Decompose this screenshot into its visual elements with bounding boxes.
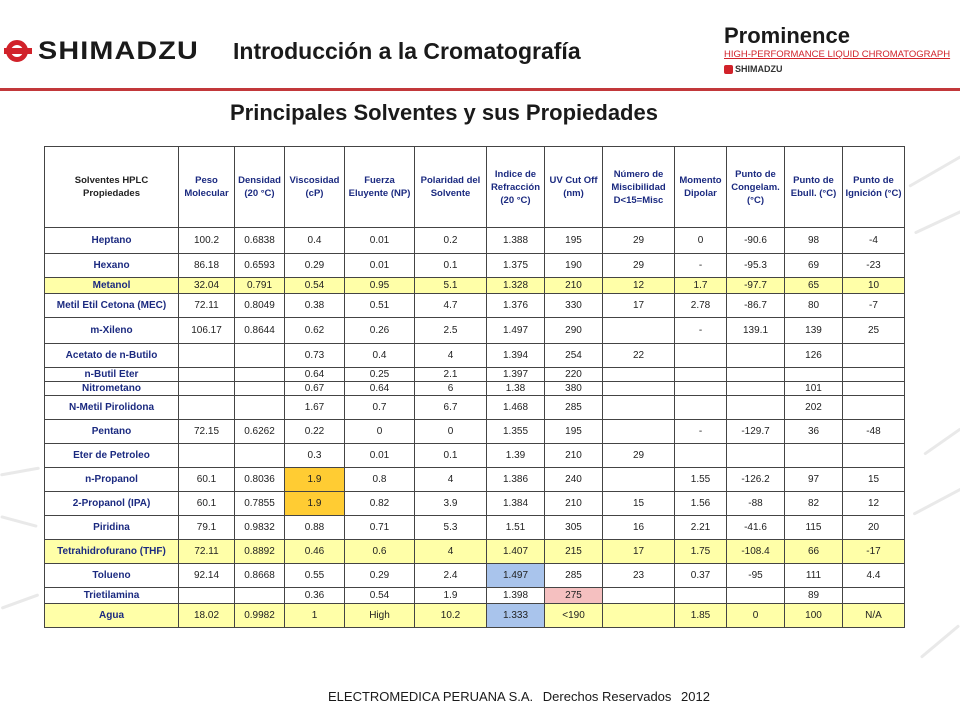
table-cell: 100.2: [179, 228, 235, 254]
table-cell: 254: [545, 344, 603, 368]
table-cell: 1.9: [415, 588, 487, 604]
table-cell: 1.328: [487, 278, 545, 294]
table-cell: 69: [785, 254, 843, 278]
table-cell: 0.1: [415, 254, 487, 278]
table-cell: [235, 344, 285, 368]
table-cell: 2.5: [415, 318, 487, 344]
table-cell: 0: [675, 228, 727, 254]
column-header: Punto de Ignición (°C): [843, 147, 905, 228]
table-cell: 1.497: [487, 318, 545, 344]
table-cell: 3.9: [415, 492, 487, 516]
table-cell: 0.6593: [235, 254, 285, 278]
table-row: [45, 492, 905, 516]
table-cell: 210: [545, 492, 603, 516]
table-cell: 0.51: [345, 294, 415, 318]
table-cell: [727, 396, 785, 420]
table-cell: 0.6: [345, 540, 415, 564]
table-cell: -17: [843, 540, 905, 564]
solvent-name-cell: Tetrahidrofurano (THF): [45, 540, 179, 564]
shimadzu-logo: [6, 36, 199, 65]
solvent-name-cell: Metil Etil Cetona (MEC): [45, 294, 179, 318]
solvent-name-cell: Agua: [45, 604, 179, 628]
table-cell: 0.46: [285, 540, 345, 564]
table-cell: 1.397: [487, 368, 545, 382]
table-cell: 285: [545, 396, 603, 420]
table-cell: 29: [603, 228, 675, 254]
table-cell: 0.7855: [235, 492, 285, 516]
table-cell: 0.8892: [235, 540, 285, 564]
table-cell: 126: [785, 344, 843, 368]
table-cell: 0.82: [345, 492, 415, 516]
table-cell: 1.51: [487, 516, 545, 540]
table-cell: [727, 344, 785, 368]
table-cell: 0.3: [285, 444, 345, 468]
background-streak: [0, 467, 40, 477]
table-cell: 0.8668: [235, 564, 285, 588]
table-cell: 0.71: [345, 516, 415, 540]
table-cell: 1.75: [675, 540, 727, 564]
table-cell: [179, 368, 235, 382]
table-cell: -4: [843, 228, 905, 254]
table-cell: 0.64: [285, 368, 345, 382]
solvent-name-cell: Metanol: [45, 278, 179, 294]
table-cell: 0.22: [285, 420, 345, 444]
table-row: [45, 540, 905, 564]
background-streak: [908, 155, 960, 188]
column-header: UV Cut Off (nm): [545, 147, 603, 228]
table-row: [45, 444, 905, 468]
table-cell: 1.55: [675, 468, 727, 492]
table-cell: [727, 368, 785, 382]
table-cell: 36: [785, 420, 843, 444]
table-cell: -: [675, 420, 727, 444]
solvent-name-cell: n-Propanol: [45, 468, 179, 492]
table-cell: [843, 444, 905, 468]
table-row: [45, 344, 905, 368]
table-cell: 60.1: [179, 492, 235, 516]
table-cell: 0.67: [285, 382, 345, 396]
table-cell: 1.388: [487, 228, 545, 254]
table-row: [45, 228, 905, 254]
table-cell: 240: [545, 468, 603, 492]
table-cell: 0.36: [285, 588, 345, 604]
table-cell: [727, 444, 785, 468]
table-cell: 0.2: [415, 228, 487, 254]
table-cell: 4: [415, 344, 487, 368]
table-header-row: [45, 147, 905, 228]
brand-logo-text: SHIMADZU: [735, 64, 783, 74]
table-cell: 0.29: [345, 564, 415, 588]
table-cell: 210: [545, 278, 603, 294]
table-cell: 79.1: [179, 516, 235, 540]
table-cell: 29: [603, 254, 675, 278]
table-cell: 0.7: [345, 396, 415, 420]
table-cell: 6.7: [415, 396, 487, 420]
solvent-name-cell: Piridina: [45, 516, 179, 540]
footer-year: 2012: [681, 689, 710, 704]
table-cell: 17: [603, 540, 675, 564]
table-cell: 0.54: [285, 278, 345, 294]
table-cell: 1.497: [487, 564, 545, 588]
solvent-properties-table: [44, 146, 905, 628]
table-cell: 0: [727, 604, 785, 628]
table-cell: 0.01: [345, 444, 415, 468]
table-cell: -86.7: [727, 294, 785, 318]
table-cell: [785, 444, 843, 468]
table-cell: [843, 344, 905, 368]
table-cell: 2.21: [675, 516, 727, 540]
table-cell: 0.26: [345, 318, 415, 344]
brand-subtitle: HIGH-PERFORMANCE LIQUID CHROMATOGRAPH: [724, 49, 951, 60]
column-header: Polaridad del Solvente: [415, 147, 487, 228]
background-streak: [913, 487, 960, 515]
table-row: [45, 396, 905, 420]
table-cell: 86.18: [179, 254, 235, 278]
background-streak: [1, 593, 40, 609]
column-header: Punto de Congelam. (°C): [727, 147, 785, 228]
table-cell: 190: [545, 254, 603, 278]
table-cell: 4: [415, 468, 487, 492]
table-cell: 0.8: [345, 468, 415, 492]
table-cell: [843, 588, 905, 604]
table-cell: 0.38: [285, 294, 345, 318]
table-cell: 2.78: [675, 294, 727, 318]
page-title: Introducción a la Cromatografía: [233, 38, 581, 64]
column-header: Viscosidad (cP): [285, 147, 345, 228]
table-cell: High: [345, 604, 415, 628]
table-cell: -95: [727, 564, 785, 588]
table-cell: 0.73: [285, 344, 345, 368]
table-cell: 23: [603, 564, 675, 588]
brand-name: Prominence: [724, 23, 850, 48]
table-cell: 0.8644: [235, 318, 285, 344]
table-cell: 0.6838: [235, 228, 285, 254]
table-cell: 0.54: [345, 588, 415, 604]
table-row: [45, 382, 905, 396]
table-cell: 25: [843, 318, 905, 344]
table-cell: 1.333: [487, 604, 545, 628]
table-cell: 1.38: [487, 382, 545, 396]
solvent-name-cell: Acetato de n-Butilo: [45, 344, 179, 368]
table-cell: <190: [545, 604, 603, 628]
table-cell: 195: [545, 420, 603, 444]
table-cell: 60.1: [179, 468, 235, 492]
table-cell: 92.14: [179, 564, 235, 588]
table-cell: 100: [785, 604, 843, 628]
table-cell: [727, 588, 785, 604]
table-row: [45, 588, 905, 604]
table-row: [45, 368, 905, 382]
solvent-name-cell: n-Butil Eter: [45, 368, 179, 382]
table-cell: 10.2: [415, 604, 487, 628]
table-cell: N/A: [843, 604, 905, 628]
table-cell: [603, 318, 675, 344]
table-cell: 0.8036: [235, 468, 285, 492]
solvent-name-cell: Heptano: [45, 228, 179, 254]
table-cell: [179, 444, 235, 468]
table-row: [45, 254, 905, 278]
table-cell: [179, 588, 235, 604]
footer-company: ELECTROMEDICA PERUANA S.A.: [328, 689, 534, 704]
table-cell: 29: [603, 444, 675, 468]
solvent-name-cell: Nitrometano: [45, 382, 179, 396]
table-cell: 139.1: [727, 318, 785, 344]
table-row: [45, 420, 905, 444]
table-cell: [235, 588, 285, 604]
table-cell: 285: [545, 564, 603, 588]
table-row: [45, 604, 905, 628]
table-cell: 65: [785, 278, 843, 294]
solvent-name-cell: Pentano: [45, 420, 179, 444]
shimadzu-mark-icon: [6, 40, 34, 62]
table-cell: 0.25: [345, 368, 415, 382]
table-cell: 2.4: [415, 564, 487, 588]
table-cell: 202: [785, 396, 843, 420]
logo-text: SHIMADZU: [38, 36, 199, 65]
table-cell: 0.8049: [235, 294, 285, 318]
table-cell: 98: [785, 228, 843, 254]
table-cell: 5.3: [415, 516, 487, 540]
solvent-name-cell: Eter de Petroleo: [45, 444, 179, 468]
footer-rights: Derechos Reservados: [542, 689, 672, 704]
brand-small-logo: [724, 64, 960, 74]
table-cell: [843, 382, 905, 396]
table-cell: -: [675, 318, 727, 344]
table-cell: 4.7: [415, 294, 487, 318]
table-cell: 72.11: [179, 294, 235, 318]
table-cell: 1.386: [487, 468, 545, 492]
table-cell: 0.29: [285, 254, 345, 278]
table-row: [45, 294, 905, 318]
table-row: [45, 468, 905, 492]
table-cell: [675, 588, 727, 604]
table-cell: -48: [843, 420, 905, 444]
table-cell: 330: [545, 294, 603, 318]
header-divider: [0, 88, 960, 91]
footer: [328, 689, 716, 704]
table-cell: 4.4: [843, 564, 905, 588]
table-cell: [235, 382, 285, 396]
table-cell: 18.02: [179, 604, 235, 628]
table-row: [45, 318, 905, 344]
table-cell: 16: [603, 516, 675, 540]
table-cell: 195: [545, 228, 603, 254]
solvent-name-cell: Hexano: [45, 254, 179, 278]
column-header: Densidad (20 °C): [235, 147, 285, 228]
table-cell: 0.37: [675, 564, 727, 588]
background-streak: [914, 209, 960, 235]
table-cell: 89: [785, 588, 843, 604]
table-cell: 275: [545, 588, 603, 604]
table-cell: 0.55: [285, 564, 345, 588]
table-cell: [603, 396, 675, 420]
solvent-name-cell: Tolueno: [45, 564, 179, 588]
table-cell: 1.407: [487, 540, 545, 564]
table-cell: 0.791: [235, 278, 285, 294]
table-cell: -95.3: [727, 254, 785, 278]
table-row: [45, 278, 905, 294]
table-cell: 17: [603, 294, 675, 318]
table-cell: -90.6: [727, 228, 785, 254]
column-header: Solventes HPLC Propiedades: [45, 147, 179, 228]
shimadzu-mini-icon: [724, 65, 733, 74]
table-cell: 290: [545, 318, 603, 344]
table-cell: [785, 368, 843, 382]
background-streak: [923, 427, 960, 455]
table-cell: -: [675, 254, 727, 278]
table-cell: 215: [545, 540, 603, 564]
column-header: Fuerza Eluyente (NP): [345, 147, 415, 228]
column-header: Indice de Refracción (20 °C): [487, 147, 545, 228]
table-cell: 22: [603, 344, 675, 368]
table-cell: 80: [785, 294, 843, 318]
table-cell: -7: [843, 294, 905, 318]
table-cell: 1.394: [487, 344, 545, 368]
table-cell: -129.7: [727, 420, 785, 444]
table-cell: [179, 396, 235, 420]
table-cell: -88: [727, 492, 785, 516]
table-cell: 111: [785, 564, 843, 588]
table-cell: 101: [785, 382, 843, 396]
table-cell: 5.1: [415, 278, 487, 294]
table-cell: 0.6262: [235, 420, 285, 444]
table-cell: 6: [415, 382, 487, 396]
table-cell: 0.64: [345, 382, 415, 396]
table-cell: 15: [843, 468, 905, 492]
table-cell: 1.468: [487, 396, 545, 420]
table-cell: [603, 382, 675, 396]
table-cell: 0: [415, 420, 487, 444]
table-cell: 12: [843, 492, 905, 516]
table-cell: 0.4: [285, 228, 345, 254]
table-row: [45, 516, 905, 540]
table-cell: 0.01: [345, 228, 415, 254]
table-cell: 0.9832: [235, 516, 285, 540]
table-cell: 15: [603, 492, 675, 516]
table-cell: [727, 382, 785, 396]
table-cell: [843, 396, 905, 420]
solvent-name-cell: N-Metil Pirolidona: [45, 396, 179, 420]
prominence-brand: [724, 24, 960, 74]
table-cell: [603, 420, 675, 444]
background-streak: [920, 624, 960, 658]
table-cell: [603, 588, 675, 604]
table-cell: -23: [843, 254, 905, 278]
table-cell: 0: [345, 420, 415, 444]
table-cell: 0.88: [285, 516, 345, 540]
table-cell: 72.11: [179, 540, 235, 564]
table-cell: 1.375: [487, 254, 545, 278]
table-cell: 0.9982: [235, 604, 285, 628]
table-cell: 139: [785, 318, 843, 344]
solvent-name-cell: 2-Propanol (IPA): [45, 492, 179, 516]
table-cell: 0.95: [345, 278, 415, 294]
table-cell: [235, 368, 285, 382]
column-header: Punto de Ebull. (°C): [785, 147, 843, 228]
table-cell: 0.62: [285, 318, 345, 344]
table-cell: [675, 396, 727, 420]
table-cell: 1.9: [285, 492, 345, 516]
table-cell: 1.39: [487, 444, 545, 468]
table-cell: -41.6: [727, 516, 785, 540]
table-cell: 82: [785, 492, 843, 516]
table-cell: [675, 368, 727, 382]
table-cell: 220: [545, 368, 603, 382]
table-cell: 1: [285, 604, 345, 628]
table-cell: 1.9: [285, 468, 345, 492]
table-cell: 97: [785, 468, 843, 492]
solvent-name-cell: m-Xileno: [45, 318, 179, 344]
table-cell: 1.355: [487, 420, 545, 444]
section-title: Principales Solventes y sus Propiedades: [230, 100, 658, 125]
table-cell: 1.384: [487, 492, 545, 516]
table-cell: -97.7: [727, 278, 785, 294]
table-cell: 10: [843, 278, 905, 294]
table-cell: 106.17: [179, 318, 235, 344]
table-cell: 1.376: [487, 294, 545, 318]
table-cell: -126.2: [727, 468, 785, 492]
table-cell: [603, 604, 675, 628]
table-row: [45, 564, 905, 588]
table-cell: [843, 368, 905, 382]
solvent-name-cell: Trietilamina: [45, 588, 179, 604]
table-cell: 20: [843, 516, 905, 540]
column-header: Peso Molecular: [179, 147, 235, 228]
table-cell: 305: [545, 516, 603, 540]
background-streak: [0, 515, 37, 528]
table-cell: [675, 444, 727, 468]
column-header: Momento Dipolar: [675, 147, 727, 228]
table-cell: 115: [785, 516, 843, 540]
table-cell: 66: [785, 540, 843, 564]
table-cell: 1.85: [675, 604, 727, 628]
table-cell: 1.67: [285, 396, 345, 420]
table-cell: 0.4: [345, 344, 415, 368]
table-cell: 0.01: [345, 254, 415, 278]
column-header: Número de Miscibilidad D<15=Misc: [603, 147, 675, 228]
table-cell: [603, 368, 675, 382]
table-cell: 1.56: [675, 492, 727, 516]
table-cell: 4: [415, 540, 487, 564]
table-cell: [675, 382, 727, 396]
table-cell: 1.398: [487, 588, 545, 604]
table-cell: 380: [545, 382, 603, 396]
table-cell: [179, 382, 235, 396]
table-cell: [675, 344, 727, 368]
table-cell: -108.4: [727, 540, 785, 564]
table-cell: [235, 396, 285, 420]
table-cell: 1.7: [675, 278, 727, 294]
table-cell: 0.1: [415, 444, 487, 468]
table-cell: [235, 444, 285, 468]
table-cell: 2.1: [415, 368, 487, 382]
table-cell: 32.04: [179, 278, 235, 294]
table-cell: 72.15: [179, 420, 235, 444]
table-cell: 210: [545, 444, 603, 468]
table-cell: [603, 468, 675, 492]
table-cell: 12: [603, 278, 675, 294]
table-cell: [179, 344, 235, 368]
